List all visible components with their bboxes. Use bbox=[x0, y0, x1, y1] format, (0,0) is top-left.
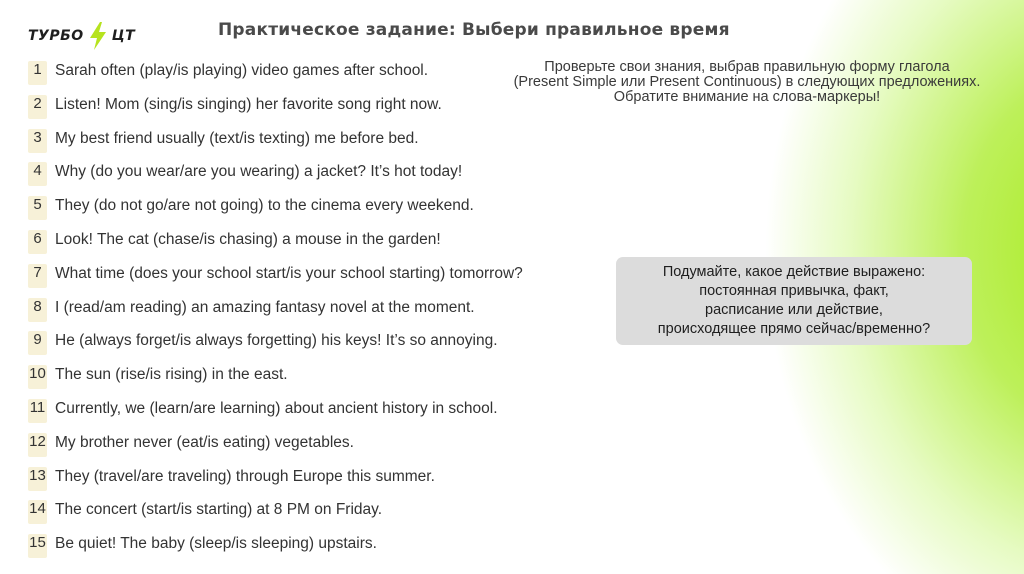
sentence-number: 14 bbox=[28, 500, 47, 524]
sentence-number: 15 bbox=[28, 534, 47, 558]
sentence-text: Sarah often (play/is playing) video games after school. bbox=[55, 62, 429, 79]
sentence-text: They (do not go/are not going) to the cinema every weekend. bbox=[55, 197, 474, 215]
hint-line: Подумайте, какое действие выражено: bbox=[662, 264, 926, 280]
sentence-item bbox=[28, 295, 548, 329]
sentence-number: 13 bbox=[28, 467, 47, 491]
sentence-text: My brother never (eat/is eating) vegetables. bbox=[55, 433, 354, 451]
sentence-number: 5 bbox=[28, 196, 47, 220]
sentence-number: 11 bbox=[28, 399, 47, 423]
sentence-number: 7 bbox=[28, 264, 47, 288]
sentence-item bbox=[28, 430, 548, 464]
lightning-bolt-icon bbox=[86, 21, 110, 51]
sentence-number: 6 bbox=[28, 230, 47, 254]
hint-box bbox=[616, 257, 972, 345]
instructions-line: (Present Simple или Present Continuous) в следующих предложениях. bbox=[513, 74, 981, 90]
sentence-text: The concert (start/is starting) at 8 PM on Friday. bbox=[55, 501, 383, 519]
sentence-text: What time (does your school start/is your school starting) tomorrow? bbox=[55, 264, 523, 282]
sentence-text: He (always forget/is always forgetting) his keys! It’s so annoying. bbox=[55, 332, 498, 350]
instructions-line: Обратите внимание на слова-маркеры! bbox=[613, 89, 881, 105]
hint-line: постоянная привычка, факт, bbox=[699, 283, 889, 299]
instructions-text bbox=[492, 60, 1002, 105]
instructions-line: Проверьте свои знания, выбрав правильную форму глагола bbox=[544, 59, 950, 75]
hint-line: расписание или действие, bbox=[705, 302, 883, 318]
sentence-number: 12 bbox=[28, 433, 47, 457]
sentence-item bbox=[28, 227, 548, 261]
sentence-item bbox=[28, 464, 548, 498]
sentence-number: 4 bbox=[28, 162, 47, 186]
sentence-number: 2 bbox=[28, 95, 47, 119]
logo-text-left: ТУРБО bbox=[28, 28, 84, 44]
sentence-number: 10 bbox=[28, 365, 47, 389]
sentence-text: Be quiet! The baby (sleep/is sleeping) upstairs. bbox=[55, 535, 377, 553]
sentence-item bbox=[28, 261, 548, 295]
sentence-text: Why (do you wear/are you wearing) a jacket? It’s hot today! bbox=[55, 163, 463, 181]
sentence-text: My best friend usually (text/is texting) me before bed. bbox=[55, 129, 419, 147]
logo bbox=[28, 22, 135, 50]
sentence-text: They (travel/are traveling) through Europe this summer. bbox=[55, 467, 435, 485]
sentence-item bbox=[28, 396, 548, 430]
hint-line: происходящее прямо сейчас/временно? bbox=[657, 321, 931, 337]
sentence-list bbox=[28, 58, 548, 565]
sentence-text: I (read/am reading) an amazing fantasy novel at the moment. bbox=[55, 298, 475, 316]
sentence-item bbox=[28, 497, 548, 531]
sentence-number: 3 bbox=[28, 129, 47, 153]
sentence-item bbox=[28, 159, 548, 193]
sentence-item bbox=[28, 328, 548, 362]
sentence-text: The sun (rise/is rising) in the east. bbox=[55, 366, 288, 384]
sentence-number: 9 bbox=[28, 331, 47, 355]
sentence-item bbox=[28, 126, 548, 160]
page-title: Практическое задание: Выбери правильное время bbox=[218, 20, 730, 40]
sentence-item bbox=[28, 92, 548, 126]
sentence-item bbox=[28, 193, 548, 227]
sentence-number: 1 bbox=[28, 61, 47, 85]
sentence-text: Look! The cat (chase/is chasing) a mouse in the garden! bbox=[55, 230, 441, 248]
sentence-item bbox=[28, 362, 548, 396]
sentence-item bbox=[28, 58, 548, 92]
sentence-text: Listen! Mom (sing/is singing) her favorite song right now. bbox=[55, 95, 442, 113]
sentence-item bbox=[28, 531, 548, 565]
sentence-text: Currently, we (learn/are learning) about ancient history in school. bbox=[55, 399, 498, 417]
logo-text-right: ЦТ bbox=[111, 28, 136, 44]
sentence-number: 8 bbox=[28, 298, 47, 322]
